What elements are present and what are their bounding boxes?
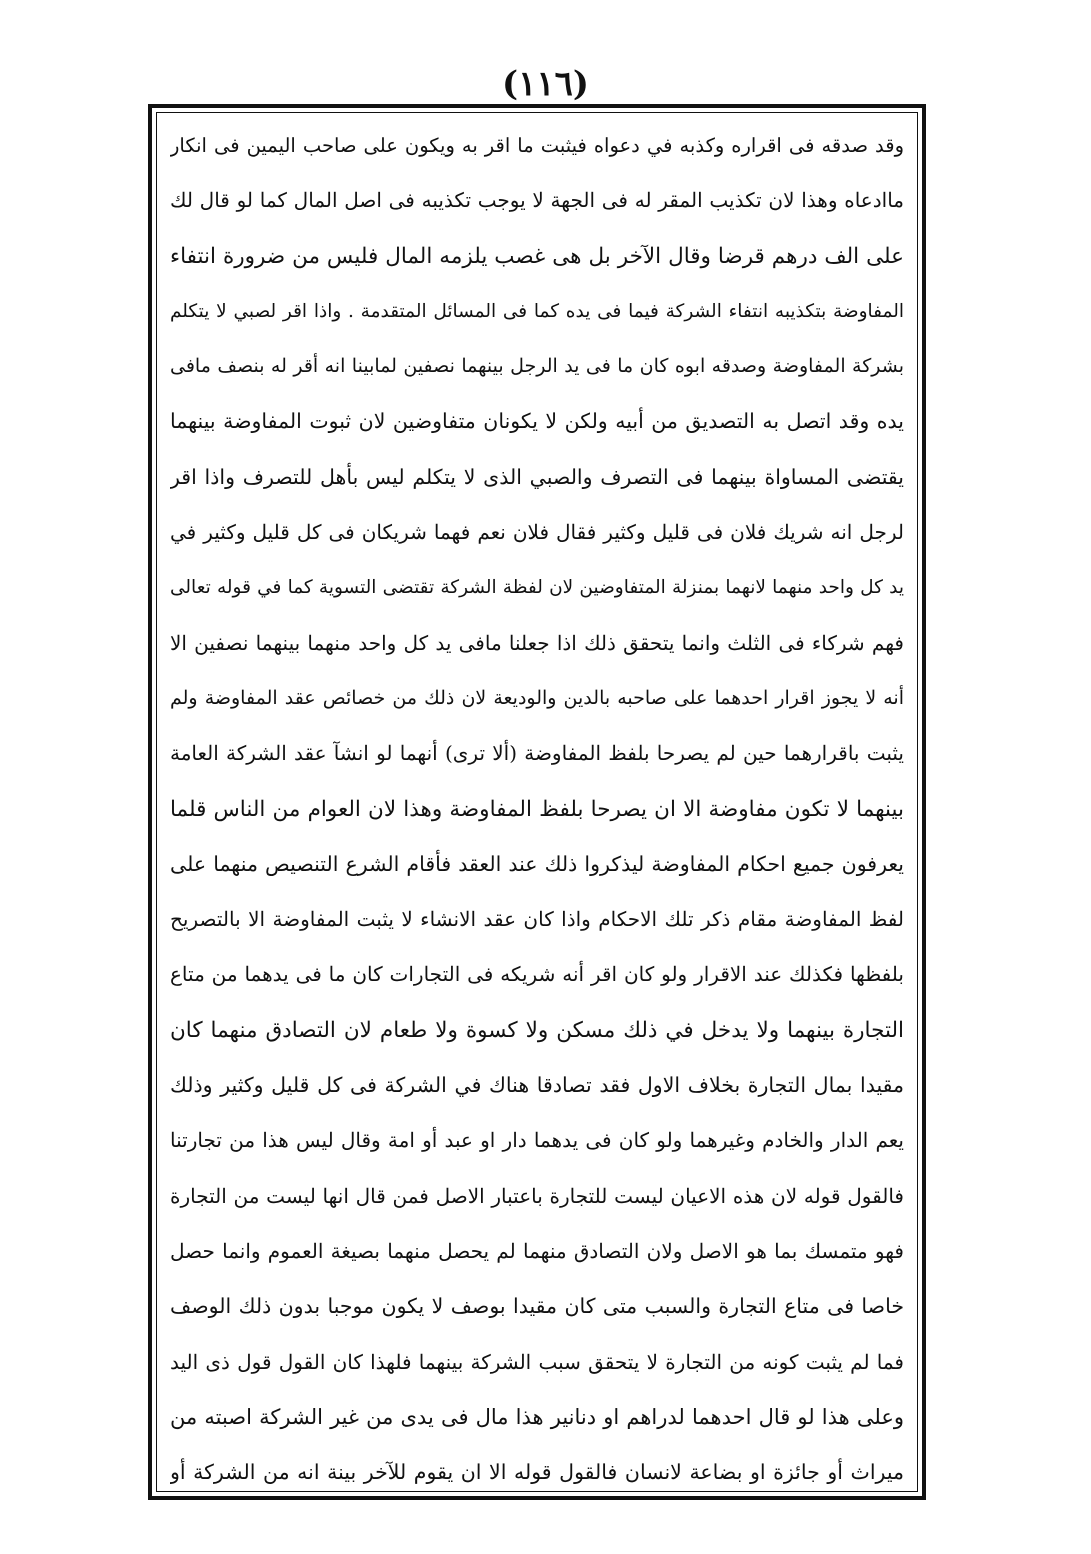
text-line: لرجل انه شريك فلان فى قليل وكثير فقال فلان نعم فهما شريكان فى كل قليل وكثير في <box>170 520 904 545</box>
text-line: فهو متمسك بما هو الاصل ولان التصادق منهما لم يحصل منهما بصيغة العموم وانما حصل <box>170 1238 904 1263</box>
text-line: فالقول قوله لان هذه الاعيان ليست للتجارة باعتبار الاصل فمن قال انها ليست من التجارة <box>170 1183 904 1208</box>
text-line: فهم شركاء فى الثلث وانما يتحقق ذلك اذا جعلنا مافى يد كل واحد منهما بينهما نصفين الا <box>170 630 904 655</box>
text-line: بلفظها فكذلك عند الاقرار ولو كان اقر أنه شريكه فى التجارات كان ما فى يدهما من متاع <box>170 962 904 987</box>
text-line: ماادعاه وهذا لان تكذيب المقر له فى الجهة لا يوجب تكذيبه فى اصل المال كما لو قال لك <box>170 188 904 213</box>
text-line: المفاوضة بتكذيبه انتفاء الشركة فيما فى يده كما فى المسائل المتقدمة . واذا اقر لصبي لا يتكلم <box>170 300 904 322</box>
body-text <box>170 118 904 1484</box>
text-line: يعم الدار والخادم وغيرهما ولو كان فى يدهما دار او عبد أو امة وقال ليس هذا من تجارتنا <box>170 1128 904 1153</box>
text-line: خاصا فى متاع التجارة والسبب متى كان مقيدا بوصف لا يكون موجبا بدون ذلك الوصف <box>170 1294 904 1319</box>
text-line: بشركة المفاوضة وصدقه ابوه كان ما فى يد الرجل بينهما نصفين لمابينا انه أقر له بنصف مافى <box>170 355 904 378</box>
text-line: يعرفون جميع احكام المفاوضة ليذكروا ذلك عند العقد فأقام الشرع التنصيص منهما على <box>170 851 904 876</box>
text-line: أنه لا يجوز اقرار احدهما على صاحبه بالدين والوديعة لان ذلك من خصائص عقد المفاوضة ولم <box>170 686 904 709</box>
text-line: بينهما لا تكون مفاوضة الا ان يصرحا بلفظ المفاوضة وهذا لان العوام من الناس قلما <box>170 796 904 822</box>
text-line: مقيدا بمال التجارة بخلاف الاول فقد تصادقا هناك في الشركة فى كل قليل وكثير وذلك <box>170 1073 904 1098</box>
text-line: يقتضى المساواة بينهما فى التصرف والصبي الذى لا يتكلم ليس بأهل للتصرف واذا اقر <box>170 464 904 489</box>
text-line: ميراث أو جائزة او بضاعة لانسان فالقول قوله الا ان يقوم للآخر بينة انه من الشركة أو <box>170 1460 904 1484</box>
page-number: (١١٦) <box>502 64 589 104</box>
text-line: وقد صدقه فى اقراره وكذبه في دعواه فيثبت ما اقر به ويكون على صاحب اليمين فى انكار <box>170 134 904 157</box>
text-line: يده وقد اتصل به التصديق من أبيه ولكن لا يكونان متفاوضين لان ثبوت المفاوضة بينهما <box>170 409 904 434</box>
text-line: على الف درهم قرضا وقال الآخر بل هى غصب يلزمه المال فليس من ضرورة انتفاء <box>170 243 904 269</box>
text-line: فما لم يثبت كونه من التجارة لا يتحقق سبب الشركة بينهما فلهذا كان القول قول ذى اليد <box>170 1349 904 1374</box>
text-line: يد كل واحد منهما لانهما بمنزلة المتفاوضين لان لفظة الشركة تقتضى التسوية كما في قوله تعالى <box>170 577 904 599</box>
text-line: التجارة بينهما ولا يدخل في ذلك مسكن ولا كسوة ولا طعام لان التصادق منهما كان <box>170 1017 904 1043</box>
text-line: لفظ المفاوضة مقام ذكر تلك الاحكام واذا كان عقد الانشاء لا يثبت المفاوضة الا بالتصريح <box>170 907 904 932</box>
text-line: يثبت باقرارهما حين لم يصرحا بلفظ المفاوضة (ألا ترى) أنهما لو انشآ عقد الشركة العامة <box>170 741 904 766</box>
text-line: وعلى هذا لو قال احدهما لدراهم او دنانير هذا مال فى يدى من غير الشركة اصبته من <box>170 1404 904 1429</box>
